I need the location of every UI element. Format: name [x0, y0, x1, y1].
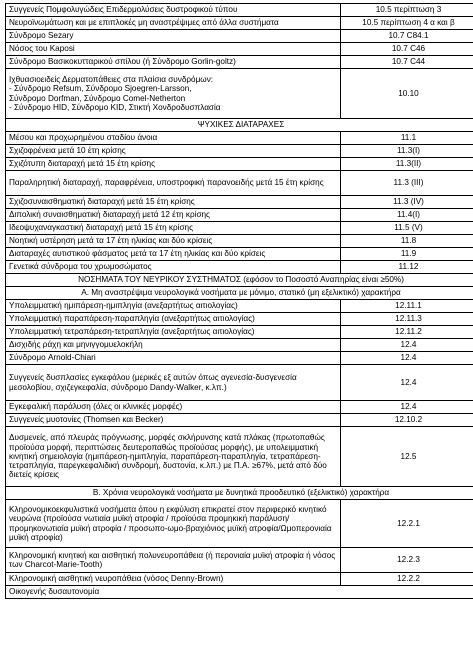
row-description: Σύνδρομο Sezary — [6, 30, 341, 43]
row-description: Νευροϊνωμάτωση και με επιπλοκές μη αναστρέψιμες από άλλα συστήματα — [6, 17, 341, 30]
row-code: 12.4 — [341, 352, 473, 365]
row-code: 11.1 — [341, 132, 473, 145]
row-description: Ιχθυασιοειδείς Δερματοπάθειες στα πλαίσια συνδρόμων: - Σύνδρομο Refsum, Σύνδρομο Sjoegren-Larsson, Σύνδρομο Dorfman, Σύνδρομο Comel-Netherton - Σύνδρομο HID, Σύνδρομο KID, Στικτή Χονδροδυσπλασία — [6, 69, 341, 119]
row-code: 11.3 (IV) — [341, 196, 473, 209]
table-row — [6, 261, 473, 274]
row-code: 11.8 — [341, 235, 473, 248]
table-row — [6, 414, 473, 427]
table-row — [6, 30, 473, 43]
table-row — [6, 171, 473, 196]
row-code: 12.4 — [341, 401, 473, 414]
row-description: Δισχιδής ράχη και μηνιγγομυελοκήλη — [6, 339, 341, 352]
row-description: Σύνδρομο Arnold-Chiari — [6, 352, 341, 365]
row-code: 12.2.2 — [341, 573, 473, 586]
row-code: 11.3 (III) — [341, 171, 473, 196]
row-code: 10.5 περίπτωση 3 — [341, 4, 473, 17]
subsection-header-row — [6, 487, 473, 500]
row-description: Κληρονομική κινητική και αισθητική πολυνευροπάθεια (ή περονιαία μυϊκή ατροφία ή νόσος των Charcot-Marie-Tooth) — [6, 548, 341, 573]
row-description: Οικογενής δυσαυτονομία — [6, 586, 473, 599]
table-row — [6, 209, 473, 222]
row-description: Παραληρητική διαταραχή, παραφρένεια, υποστροφική παρανοειδής μετά 15 έτη κρίσης — [6, 171, 341, 196]
table-row — [6, 300, 473, 313]
row-description: Συγγενείς Πομφολυγώδεις Επιδερμολύσεις δυστροφικού τύπου — [6, 4, 341, 17]
table-row — [6, 222, 473, 235]
row-code: 10.5 περίπτωση 4 α και β — [341, 17, 473, 30]
row-description: Σχιζοφρένεια μετά 10 έτη κρίσης — [6, 145, 341, 158]
row-description: Υπολειμματική παραπάρεση-παραπληγία (ανεξαρτήτως αιτιολογίας) — [6, 313, 341, 326]
table-row — [6, 573, 473, 586]
row-code: 12.2.3 — [341, 548, 473, 573]
subsection-b-heading: Β. Χρόνια νευρολογικά νοσήματα με δυνητικά προοδευτικό (εξελικτικό) χαρακτήρα — [6, 487, 473, 500]
row-description: Υπολειμματική ημιπάρεση-ημιπληγία (ανεξαρτήτως αιτιολογίας) — [6, 300, 341, 313]
table-row — [6, 313, 473, 326]
row-description: Νοητική υστέρηση μετά τα 17 έτη ηλικίας και δύο κρίσεις — [6, 235, 341, 248]
table-row — [6, 17, 473, 30]
section-neurological-heading: ΝΟΣΗΜΑΤΑ ΤΟΥ ΝΕΥΡΙΚΟΥ ΣΥΣΤΗΜΑΤΟΣ (εφόσον το Ποσοστό Αναπηρίας είναι ≥50%) — [6, 274, 473, 287]
table-row — [6, 548, 473, 573]
row-description: Μέσου και προχωρημένου σταδίου άνοια — [6, 132, 341, 145]
table-row — [6, 145, 473, 158]
table-row — [6, 352, 473, 365]
row-description: Ιδεοψυχαναγκαστική διαταραχή μετά 15 έτη κρίσης — [6, 222, 341, 235]
row-code: 11.12 — [341, 261, 473, 274]
row-code: 11.3(I) — [341, 145, 473, 158]
row-code: 12.11.2 — [341, 326, 473, 339]
row-code: 11.3(II) — [341, 158, 473, 171]
row-code: 10.7 C46 — [341, 43, 473, 56]
row-code: 10.10 — [341, 69, 473, 119]
table-row — [6, 132, 473, 145]
row-code: 11.9 — [341, 248, 473, 261]
row-code: 12.11.3 — [341, 313, 473, 326]
row-code: 12.4 — [341, 339, 473, 352]
row-description: Διπολική συναισθηματική διαταραχή μετά 12 έτη κρίσης — [6, 209, 341, 222]
row-description: Κληρονομική αισθητική νευροπάθεια (νόσος Denny-Brown) — [6, 573, 341, 586]
row-code: 10.7 C84.1 — [341, 30, 473, 43]
row-description: Συγγενείς δυσπλασίες εγκεφάλου (μερικές εξ αυτών όπως αγενεσία-δυσγενεσία μεσολοβίου, σχιζεγκεφαλία, σύνδρομο Dandy-Walker, κ.λπ.) — [6, 365, 341, 401]
table-row — [6, 586, 473, 599]
section-header-row — [6, 119, 473, 132]
table-row — [6, 43, 473, 56]
row-code: 12.4 — [341, 365, 473, 401]
row-description: Υπολειμματική τετραπάρεση-τετραπληγία (ανεξαρτήτως αιτιολογίας) — [6, 326, 341, 339]
row-description: Συγγενείς μυοτονίες (Thomsen και Becker) — [6, 414, 341, 427]
row-code: 12.2.1 — [341, 500, 473, 548]
table-row — [6, 365, 473, 401]
row-description: Δυσμενείς, από πλευράς πρόγνωσης, μορφές σκλήρυνσης κατά πλάκας (πρωτοπαθώς προϊούσα μορφή, περιπτώσεις δευτεροπαθώς προϊούσας μορφής), με υπολειμματική κινητική σημειολογία (ημιπάρεση-ημιπληγία, παραπάρεση-παραπληγία, τετραπάρεση-τετραπληγία, παρεγκεφαλιδική συνδρομή, δυστονία, κ.λπ.) με Π.Α. ≥67%, μετά από δύο διετείς κρίσεις — [6, 427, 341, 487]
table-row — [6, 56, 473, 69]
row-code: 10.7 C44 — [341, 56, 473, 69]
table-row — [6, 339, 473, 352]
row-description: Νόσος του Kaposi — [6, 43, 341, 56]
row-code: 12.11.1 — [341, 300, 473, 313]
row-description: Γενετικά σύνδρομα του χρωμοσώματος — [6, 261, 341, 274]
row-description: Κληρονομικοεκφυλιστικά νοσήματα όπου η εκφύλιση επικρατεί στον περιφερικό κινητικό νευρώνα (προϊούσα νωτιαία μυϊκή ατροφία / προϊούσα προμηκική παράλυση/προμηκονωτιαία μυϊκή ατροφία / προσωπο-ωμο-βραχιόνιος μυϊκή ατροφία/Ωμοπερονιαία μυϊκή ατροφία) — [6, 500, 341, 548]
row-code: 11.4(I) — [341, 209, 473, 222]
table-row — [6, 196, 473, 209]
section-header-row — [6, 274, 473, 287]
row-description: Σχιζότυπη διαταραχή μετά 15 έτη κρίσης — [6, 158, 341, 171]
table-row — [6, 500, 473, 548]
table-row — [6, 235, 473, 248]
row-description: Διαταραχές αυτιστικού φάσματος μετά τα 17 έτη ηλικίας και δύο κρίσεις — [6, 248, 341, 261]
row-description: Σχιζοσυναισθηματική διαταραχή μετά 15 έτη κρίσης — [6, 196, 341, 209]
table-row — [6, 248, 473, 261]
row-code: 11.5 (V) — [341, 222, 473, 235]
section-psychiatric-heading: ΨΥΧΙΚΕΣ ΔΙΑΤΑΡΑΧΕΣ — [6, 119, 473, 132]
table-row — [6, 4, 473, 17]
row-description: Σύνδρομο Βασικοκυτταρικού σπίλου (ή Σύνδρομο Gorlin-goltz) — [6, 56, 341, 69]
row-description: Εγκεφαλική παράλυση (όλες οι κλινικές μορφές) — [6, 401, 341, 414]
table-row — [6, 69, 473, 119]
row-code: 12.10.2 — [341, 414, 473, 427]
subsection-header-row — [6, 287, 473, 300]
table-row — [6, 326, 473, 339]
table-row — [6, 158, 473, 171]
row-code: 12.5 — [341, 427, 473, 487]
subsection-a-heading: Α. Μη αναστρέψιμα νευρολογικά νοσήματα με μόνιμο, στατικό (μη εξελικτικό) χαρακτήρα — [6, 287, 473, 300]
table-row — [6, 427, 473, 487]
table-row — [6, 401, 473, 414]
disability-criteria-table — [5, 3, 473, 599]
